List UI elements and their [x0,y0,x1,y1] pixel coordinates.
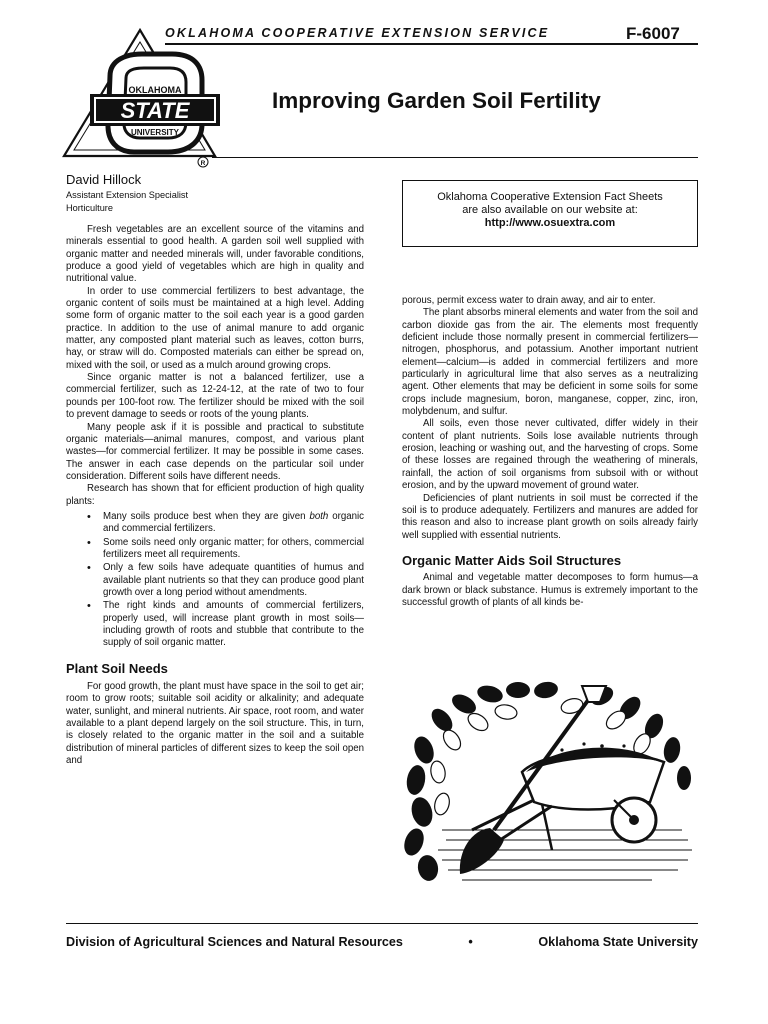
website-notice-line2: are also available on our website at: [462,204,638,216]
paragraph: porous, permit excess water to drain away, and air to enter. [402,295,656,306]
header-rule [165,43,698,45]
paragraph: Research has shown that for efficient production of high quality plants: [66,483,364,507]
footer-university: Oklahoma State University [538,935,698,949]
website-notice-box [402,180,698,247]
fact-sheet-number: F-6007 [626,24,680,43]
footer-division: Division of Agricultural Sciences and Natural Resources [66,935,403,949]
footer-separator: • [468,935,473,949]
paragraph: Animal and vegetable matter decomposes to form humus—a dark brown or black substance. Humus is extremely important to the successful growth of plants of all kinds be- [402,572,698,608]
section-heading-plant-soil-needs: Plant Soil Needs [66,660,168,676]
paragraph: Fresh vegetables are an excellent source of the vitamins and minerals essential to good health. A garden soil well supplied with organic matter and needed minerals will, under favorable conditions, produce a good yield of vegetables which are high in quality and nutritional value. [66,224,364,285]
logo-text-university: UNIVERSITY [130,128,180,137]
author-title: Assistant Extension Specialist [66,190,189,200]
author-department: Horticulture [66,202,113,213]
paragraph: Deficiencies of plant nutrients in soil must be corrected if the soil is to produce adequately. Fertilizers and manures are added for this reason and also to increase plant growth on soils already fairly well supplied with essential nutrients. [402,492,698,541]
paragraph: Many people ask if it is possible and practical to substitute organic materials—animal manures, compost, and various plant wastes—for commercial fertilizer. It may be possible in some cases. The answer in each case depends on the particular soil under consideration. Different soils have different needs. [66,421,364,482]
author-affiliation [66,189,188,214]
logo-text-state: STATE [120,98,190,123]
list-item: • Only a few soils have adequate quantities of humus and available plant nutrients so that they can produce good plant growth over a long period without amendments. [66,562,364,599]
left-column [66,224,364,767]
list-item: • Many soils produce best when they are given both organic and commercial fertilizers. [66,511,364,536]
right-column [402,295,698,609]
osu-logo [60,28,220,170]
title-rule [212,157,698,158]
paragraph: The plant absorbs mineral elements and water from the soil and carbon dioxide gas from the air. The elements most frequently deficient include those normally present in commercial fertilizers—nitrogen, phosphorus, and potassium. Another important nutrient element—calcium—is added in commercial fertilizers and more particularly in agricultural lime that also serves as a neutralizing agent. Other elements that may be deficient in some soils for some crops include magnesium, boron, manganese, copper, zinc, iron, molybdenum, and sulfur. [402,307,698,418]
paragraph: In order to use commercial fertilizers to best advantage, the organic content of soils must be maintained at a high level. Adding some form of organic matter to the soil each year is a good garden practice. In addition to the use of animal manure to add organic matter, any composted plant material such as leaves, cotton burrs, hay, or straw will do. Composted materials can either be spread on, mixed with the soil, or used as a mulch around growing crops. [66,285,364,371]
page-title: Improving Garden Soil Fertility [272,88,601,113]
website-notice-line1: Oklahoma Cooperative Extension Fact Sheets [437,191,663,203]
extension-service-name: OKLAHOMA COOPERATIVE EXTENSION SERVICE [165,26,550,40]
wheelbarrow-illustration [402,680,698,894]
list-item: • The right kinds and amounts of commercial fertilizers, properly used, will increase plant growth in most soils—including growth of roots and stubble that contribute to the supply of soil organic matter. [66,600,364,649]
paragraph: For good growth, the plant must have space in the soil to get air; room to grow roots; suitable soil acidity or alkalinity; and adequate water, sunlight, and mineral nutrients. Air space, root room, and water available to a plant depend largely on the soil structure. This, in turn, is closely related to the organic matter in the soil and a suitable distribution of mineral particles of different sizes to keep the soil open and [66,681,364,767]
footer-rule [66,923,698,924]
research-findings-list [66,511,364,650]
list-item: • Some soils need only organic matter; for others, commercial fertilizers meet all requirements. [66,537,364,562]
author-name: David Hillock [66,172,142,187]
paragraph: Since organic matter is not a balanced fertilizer, use a commercial fertilizer, such as 12-24-12, at the rate of two to four pounds per 100-foot row. The fertilizer should be mixed with the soil to prevent damage to seeds or roots of the young plants. [66,372,364,421]
registered-mark: R [200,160,206,167]
logo-text-oklahoma: OKLAHOMA [128,85,182,95]
website-url-link[interactable]: http://www.osuextra.com [484,217,616,229]
paragraph: All soils, even those never cultivated, differ widely in their content of plant nutrients. Soils lose available nutrients through erosion, leaching or washing out, and the harvesting of crops. Some of these losses are regained through the weathering of minerals, rainfall, the action of soil organisms from subsoil with or without erosion, and by the upward movement of ground water. [402,418,698,492]
section-heading-organic-matter: Organic Matter Aids Soil Structures [402,552,622,568]
footer [66,935,698,949]
